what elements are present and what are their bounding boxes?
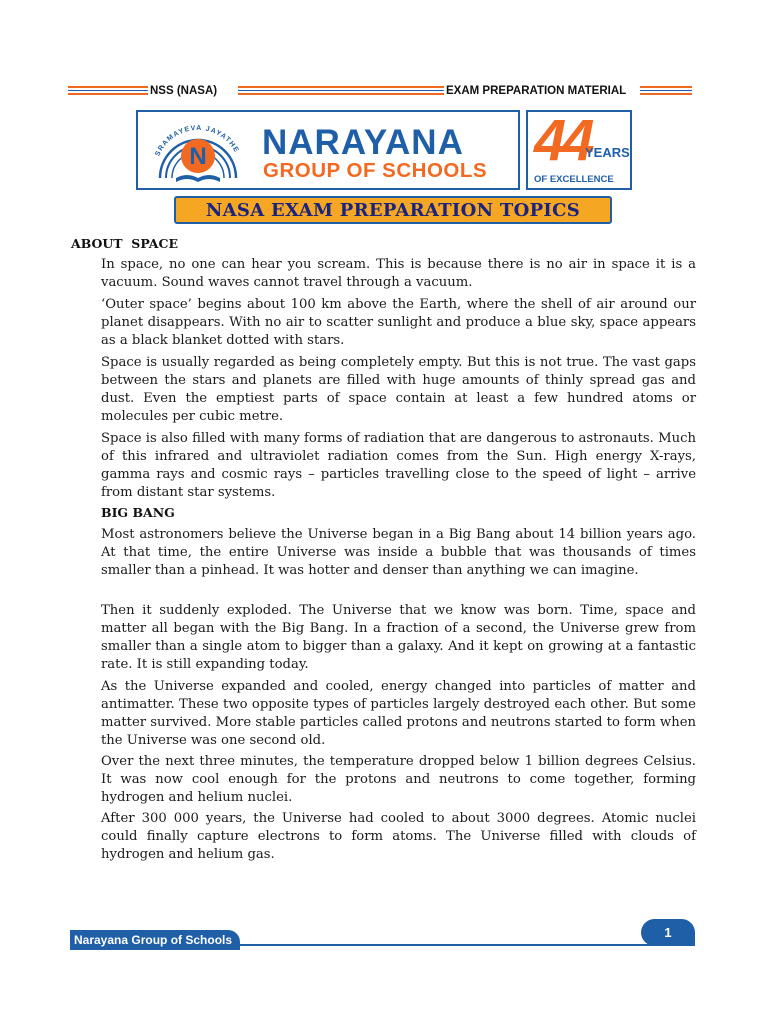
header-right-label: EXAM PREPARATION MATERIAL xyxy=(446,85,627,97)
paragraph: Most astronomers believe the Universe began in a Big Bang about 14 billion years ago. At that time, the entire Universe was inside a bubble that was thousands of times smaller than a pinhead. It was hotter and denser than anything we can imagine. xyxy=(101,527,696,578)
emblem-letter: N xyxy=(189,143,207,170)
paragraph: In space, no one can hear you scream. This is because there is no air in space it is a vacuum. Sound waves cannot travel through a vacuum. xyxy=(101,257,696,290)
years-word: YEARS xyxy=(585,145,630,160)
paragraph: Over the next three minutes, the temperature dropped below 1 billion degrees Celsius. It was now cool enough for the protons and neutrons to come together, forming hydrogen and helium nuclei. xyxy=(101,754,696,805)
page-number: 1 xyxy=(641,919,695,946)
title-banner xyxy=(174,196,612,224)
paragraph: Space is also filled with many forms of radiation that are dangerous to astronauts. Much of this infrared and ultraviolet radiation comes from the Sun. High energy X-rays, gamma rays and cosmic rays – particles travelling close to the speed of light – arrive from distant star systems. xyxy=(101,431,696,500)
header-rule-left xyxy=(68,86,148,95)
paragraph: Then it suddenly exploded. The Universe that we know was born. Time, space and matter all began with the Big Bang. In a fraction of a second, the Universe grew from smaller than a single atom to bigger than a galaxy. And it kept on growing at a fantastic rate. It is still expanding today. xyxy=(101,603,696,672)
footer-label: Narayana Group of Schools xyxy=(70,930,240,950)
school-logo xyxy=(136,110,520,190)
header-rule-right xyxy=(640,86,692,95)
school-emblem-icon xyxy=(146,116,250,188)
paragraph: ‘Outer space’ begins about 100 km above the Earth, where the shell of air around our planet disappears. With no air to scatter sunlight and produce a blue sky, space appears as a black blanket dotted with stars. xyxy=(101,297,696,348)
header-rule-middle xyxy=(238,86,444,95)
brand-name: NARAYANA xyxy=(262,123,464,162)
section-heading-big-bang: BIG BANG xyxy=(101,505,175,520)
paragraph: Space is usually regarded as being completely empty. But this is not true. The vast gaps between the stars and planets are filled with huge amounts of thinly spread gas and dust. Even the emptiest parts of space contain at least a few hundred atoms or molecules per cubic metre. xyxy=(101,355,696,424)
section-heading-about-space: ABOUT SPACE xyxy=(71,236,178,251)
page-title: NASA EXAM PREPARATION TOPICS xyxy=(205,199,581,221)
brand-subtitle: GROUP OF SCHOOLS xyxy=(263,159,488,182)
years-number: 44 xyxy=(534,108,591,173)
paragraph: As the Universe expanded and cooled, energy changed into particles of matter and antimatter. These two opposite types of particles largely destroyed each other. But some matter survived. More stable particles called protons and neutrons started to form when the Universe was one second old. xyxy=(101,679,696,748)
header-left-label: NSS (NASA) xyxy=(150,85,218,97)
paragraph: After 300 000 years, the Universe had cooled to about 3000 degrees. Atomic nuclei could finally capture electrons to form atoms. The Universe filled with clouds of hydrogen and helium gas. xyxy=(101,811,696,862)
years-badge xyxy=(526,110,632,190)
years-tagline: OF EXCELLENCE xyxy=(534,174,614,185)
emblem-motto: SRAMAYEVA JAYATHE xyxy=(154,124,241,158)
